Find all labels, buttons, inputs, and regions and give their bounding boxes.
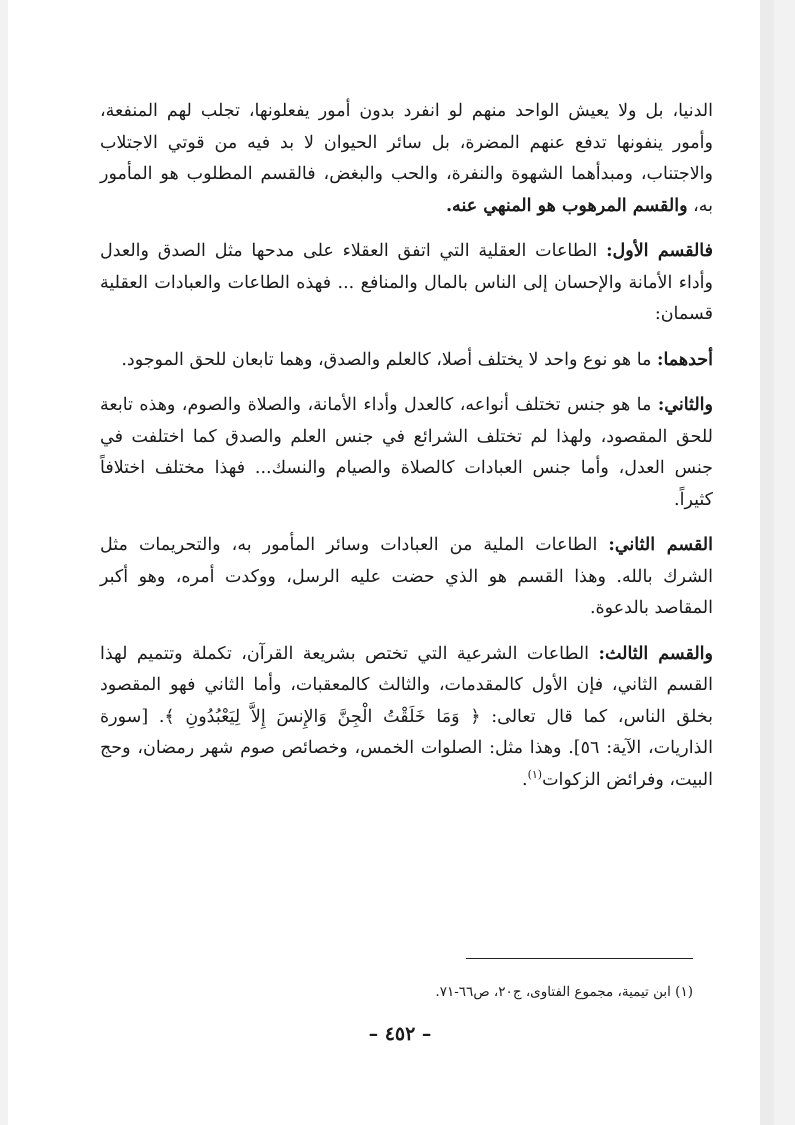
paragraph-2 [100,236,713,331]
paragraph-1 [100,96,713,222]
paragraph-4-lead: والثاني: [657,395,713,415]
paragraph-6-lead: والقسم الثالث: [598,643,713,664]
paragraph-5-lead: القسم الثاني: [608,535,713,555]
paragraph-4-text: ما هو جنس تختلف أنواعه، كالعدل وأداء الأمانة، والصلاة والصوم، وهذه تابعة للحق المقصود، ولهذا لم تختلف الشرائع في جنس العلم والصدق كما اختلفت في جنس العدل، وأما جنس العبادات كالصلاة والصيام والنسك... فهذا مختلف اختلافاً كثيراً. [100,395,713,510]
paragraph-6 [100,639,713,797]
paragraph-2-lead: فالقسم الأول: [606,241,713,261]
paragraph-5 [100,530,713,625]
paragraph-1-bold-tail: والقسم المرهوب هو المنهي عنه. [445,195,688,216]
paragraph-3-lead: أحدهما: [656,349,713,370]
paragraph-3-text: ما هو نوع واحد لا يختلف أصلا، كالعلم والصدق، وهما تابعان للحق الموجود. [121,349,657,370]
page-sheet [8,0,760,1125]
paragraph-3 [100,345,713,377]
paragraph-1-text: الدنيا، بل ولا يعيش الواحد منهم لو انفرد بدون أمور يفعلونها، تجلب لهم المنفعة، وأمور ينفونها تدفع عنهم المضرة، بل سائر الحيوان لا بد فيه من قوتي الاجتلاب والاجتناب، ومبدأهما الشهوة والنفرة، والحب والبغض، فالقسم المطلوب هو المأمور به، [100,101,713,216]
footnote-reference[interactable]: (١) [527,767,543,781]
footnote-divider [466,958,693,959]
paragraph-6-text-before: الطاعات الشرعية التي تختص بشريعة القرآن، تكملة وتتميم لهذا القسم الثاني، فإن الأول كالمقدمات، والثالث كالمعقبات، وأما الثاني فهو المقصود بخلق الناس، كما قال تعالى: [100,643,713,727]
paragraph-2-text: الطاعات العقلية التي اتفق العقلاء على مدحها مثل الصدق والعدل وأداء الأمانة والإحسان إلى الناس بالمال والمنافع ... فهذه الطاعات والعبادات العقلية قسمان: [100,241,713,324]
quran-verse: ﴿ وَمَا خَلَقْتُ الْجِنَّ وَالإِنسَ إِلاَّ لِيَعْبُدُونِ ﴾ [164,706,481,727]
paragraph-6-text-after: . [سورة الذاريات، الآية: ٥٦]. وهذا مثل: الصلوات الخمس، وخصائص صوم شهر رمضان، وحج البيت، وفرائض الزكوات [100,706,713,790]
paragraph-4 [100,390,713,516]
page-number: – ٤٥٢ – [368,1023,432,1045]
footnote: (١) ابن تيمية، مجموع الفتاوى، ج٢٠، ص٦٦-٧١. [435,984,693,1000]
paragraph-5-text: الطاعات الملية من العبادات وسائر المأمور به، والتحريمات مثل الشرك بالله. وهذا القسم هو الذي حضت عليه الرسل، ووكدت أمره، وهو أكبر المقاصد بالدعوة. [100,535,713,618]
paragraph-6-end: . [521,769,528,790]
body-text [100,96,713,810]
